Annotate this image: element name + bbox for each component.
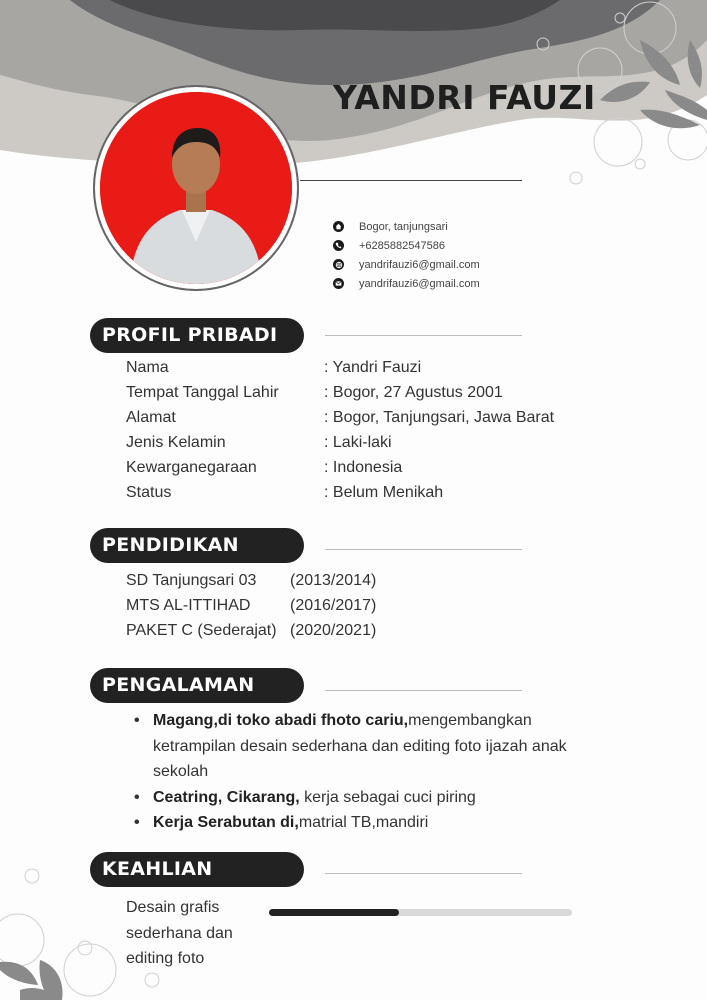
profil-key: Kewarganegaraan <box>126 459 257 476</box>
contact-email-text: yandrifauzi6@gmail.com <box>359 277 480 290</box>
section-pengalaman-title: PENGALAMAN <box>90 668 304 703</box>
skill-label: Desain grafis sederhana dan editing foto <box>126 899 233 967</box>
phone-icon <box>333 240 344 251</box>
experience-text: mengembangkan ketrampilan desain sederhana dan editing foto ijazah anak sekolah <box>153 712 567 780</box>
school-year: (2016/2017) <box>290 597 377 614</box>
profil-key: Alamat <box>126 409 176 426</box>
experience-item <box>134 708 614 785</box>
school-name: PAKET C (Sederajat) <box>126 622 277 639</box>
profil-key: Status <box>126 484 172 501</box>
profil-value: : Indonesia <box>324 459 403 476</box>
school-year: (2020/2021) <box>290 622 377 639</box>
contact-phone-text: +6285882547586 <box>359 239 445 252</box>
contact-email <box>333 274 480 293</box>
globe-icon <box>333 259 344 270</box>
experience-text: matrial TB,mandiri <box>298 814 429 831</box>
bullet-icon: • <box>134 814 140 831</box>
contact-phone <box>333 236 480 255</box>
profil-key: Tempat Tanggal Lahir <box>126 384 279 401</box>
section-pendidikan-title: PENDIDIKAN <box>90 528 304 563</box>
candidate-name: YANDRI FAUZI <box>333 78 596 117</box>
skill-progress-fill <box>269 909 399 916</box>
profil-key: Jenis Kelamin <box>126 434 226 451</box>
school-year: (2013/2014) <box>290 572 377 589</box>
section-profil-divider <box>325 335 522 336</box>
contact-web-text: yandrifauzi6@gmail.com <box>359 258 480 271</box>
pengalaman-list <box>134 708 614 836</box>
experience-item <box>134 810 614 836</box>
mail-icon <box>333 278 344 289</box>
section-keahlian-divider <box>325 873 522 874</box>
profil-value: : Belum Menikah <box>324 484 444 501</box>
section-pengalaman-divider <box>325 690 522 691</box>
experience-bold: Ceatring, Cikarang, <box>153 788 300 806</box>
bullet-icon: • <box>134 788 140 806</box>
name-divider <box>300 180 522 181</box>
profile-photo <box>100 92 292 284</box>
section-keahlian-title: KEAHLIAN <box>90 852 304 887</box>
profil-value: : Laki-laki <box>324 434 392 451</box>
experience-bold: Magang,di toko abadi fhoto cariu, <box>153 712 409 729</box>
school-name: SD Tanjungsari 03 <box>126 572 257 589</box>
experience-item <box>134 785 614 811</box>
person-silhouette-icon <box>100 92 292 284</box>
school-name: MTS AL-ITTIHAD <box>126 597 251 614</box>
bullet-icon: • <box>134 712 140 729</box>
section-pendidikan-divider <box>325 549 522 550</box>
profil-value: : Bogor, 27 Agustus 2001 <box>324 384 503 401</box>
profil-value: : Bogor, Tanjungsari, Jawa Barat <box>324 409 555 426</box>
contact-address-text: Bogor, tanjungsari <box>359 220 448 233</box>
experience-bold: Kerja Serabutan di, <box>153 814 299 831</box>
section-profil-title: PROFIL PRIBADI <box>90 318 304 353</box>
profil-key: Nama <box>126 359 169 376</box>
contact-list <box>333 217 480 293</box>
profil-value: : Yandri Fauzi <box>324 359 422 376</box>
contact-address <box>333 217 480 236</box>
skill-progress-track <box>269 909 572 916</box>
experience-text: kerja sebagai cuci piring <box>299 788 476 806</box>
contact-web <box>333 255 480 274</box>
home-icon <box>333 221 344 232</box>
